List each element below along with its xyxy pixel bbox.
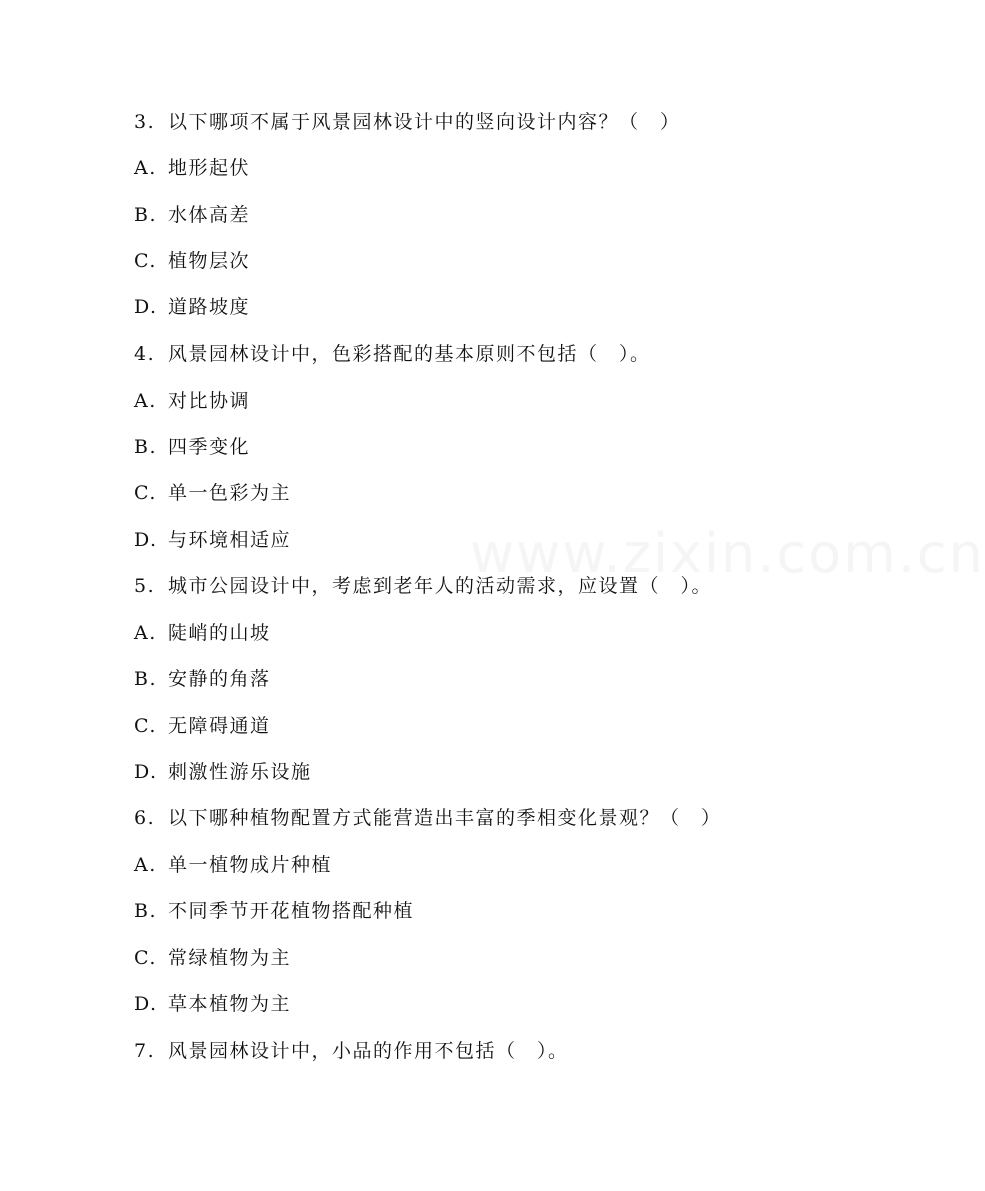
option-label: C. [134,250,157,272]
question-text: 风景园林设计中，小品的作用不包括（ ）。 [168,1040,569,1062]
question-3-option-a [134,153,250,183]
option-text: 单一植物成片种植 [168,854,333,876]
watermark: www.zixin.com.cn [470,522,985,585]
option-text: 单一色彩为主 [168,482,292,504]
question-text: 以下哪种植物配置方式能营造出丰富的季相变化景观？（ ） [168,807,722,829]
option-text: 地形起伏 [168,157,251,179]
question-5-option-d [134,757,312,787]
option-label: B. [134,204,158,226]
option-text: 草本植物为主 [168,993,292,1015]
option-label: A. [134,854,157,876]
option-text: 对比协调 [168,390,251,412]
option-label: C. [134,482,157,504]
option-text: 刺激性游乐设施 [168,761,312,783]
question-6-option-a [134,850,332,880]
question-4-option-a [134,386,250,416]
question-6-stem [134,803,722,833]
question-3-option-d [134,292,250,322]
question-6-option-b [134,896,414,926]
option-text: 四季变化 [168,436,251,458]
question-3-option-b [134,200,250,230]
option-label: A. [134,390,157,412]
question-3-option-c [134,246,250,276]
question-text: 风景园林设计中，色彩搭配的基本原则不包括（ ）。 [168,343,651,365]
option-label: D. [134,296,158,318]
option-label: A. [134,622,157,644]
question-number: 5. [134,575,156,597]
question-text: 城市公园设计中，考虑到老年人的活动需求，应设置（ ）。 [168,575,713,597]
option-label: C. [134,947,157,969]
option-label: D. [134,761,158,783]
option-text: 植物层次 [168,250,251,272]
option-text: 道路坡度 [168,296,251,318]
option-text: 陡峭的山坡 [168,622,271,644]
option-text: 与环境相适应 [168,529,292,551]
option-label: B. [134,668,158,690]
option-label: A. [134,157,157,179]
question-5-option-a [134,618,271,648]
question-5-stem [134,571,712,601]
question-number: 7. [134,1040,156,1062]
option-text: 安静的角落 [168,668,271,690]
question-number: 4. [134,343,156,365]
question-6-option-c [134,943,291,973]
option-label: D. [134,529,158,551]
question-text: 以下哪项不属于风景园林设计中的竖向设计内容？（ ） [168,111,681,133]
question-6-option-d [134,989,291,1019]
question-number: 3. [134,111,156,133]
question-4-stem [134,339,651,369]
option-label: B. [134,900,158,922]
question-3-stem [134,107,681,137]
question-5-option-c [134,711,271,741]
question-5-option-b [134,664,271,694]
question-7-stem [134,1036,569,1066]
question-4-option-c [134,478,291,508]
question-4-option-b [134,432,250,462]
option-text: 不同季节开花植物搭配种植 [168,900,415,922]
option-label: B. [134,436,158,458]
question-number: 6. [134,807,156,829]
option-label: D. [134,993,158,1015]
option-label: C. [134,715,157,737]
question-4-option-d [134,525,291,555]
option-text: 常绿植物为主 [168,947,292,969]
option-text: 水体高差 [168,204,251,226]
option-text: 无障碍通道 [168,715,271,737]
